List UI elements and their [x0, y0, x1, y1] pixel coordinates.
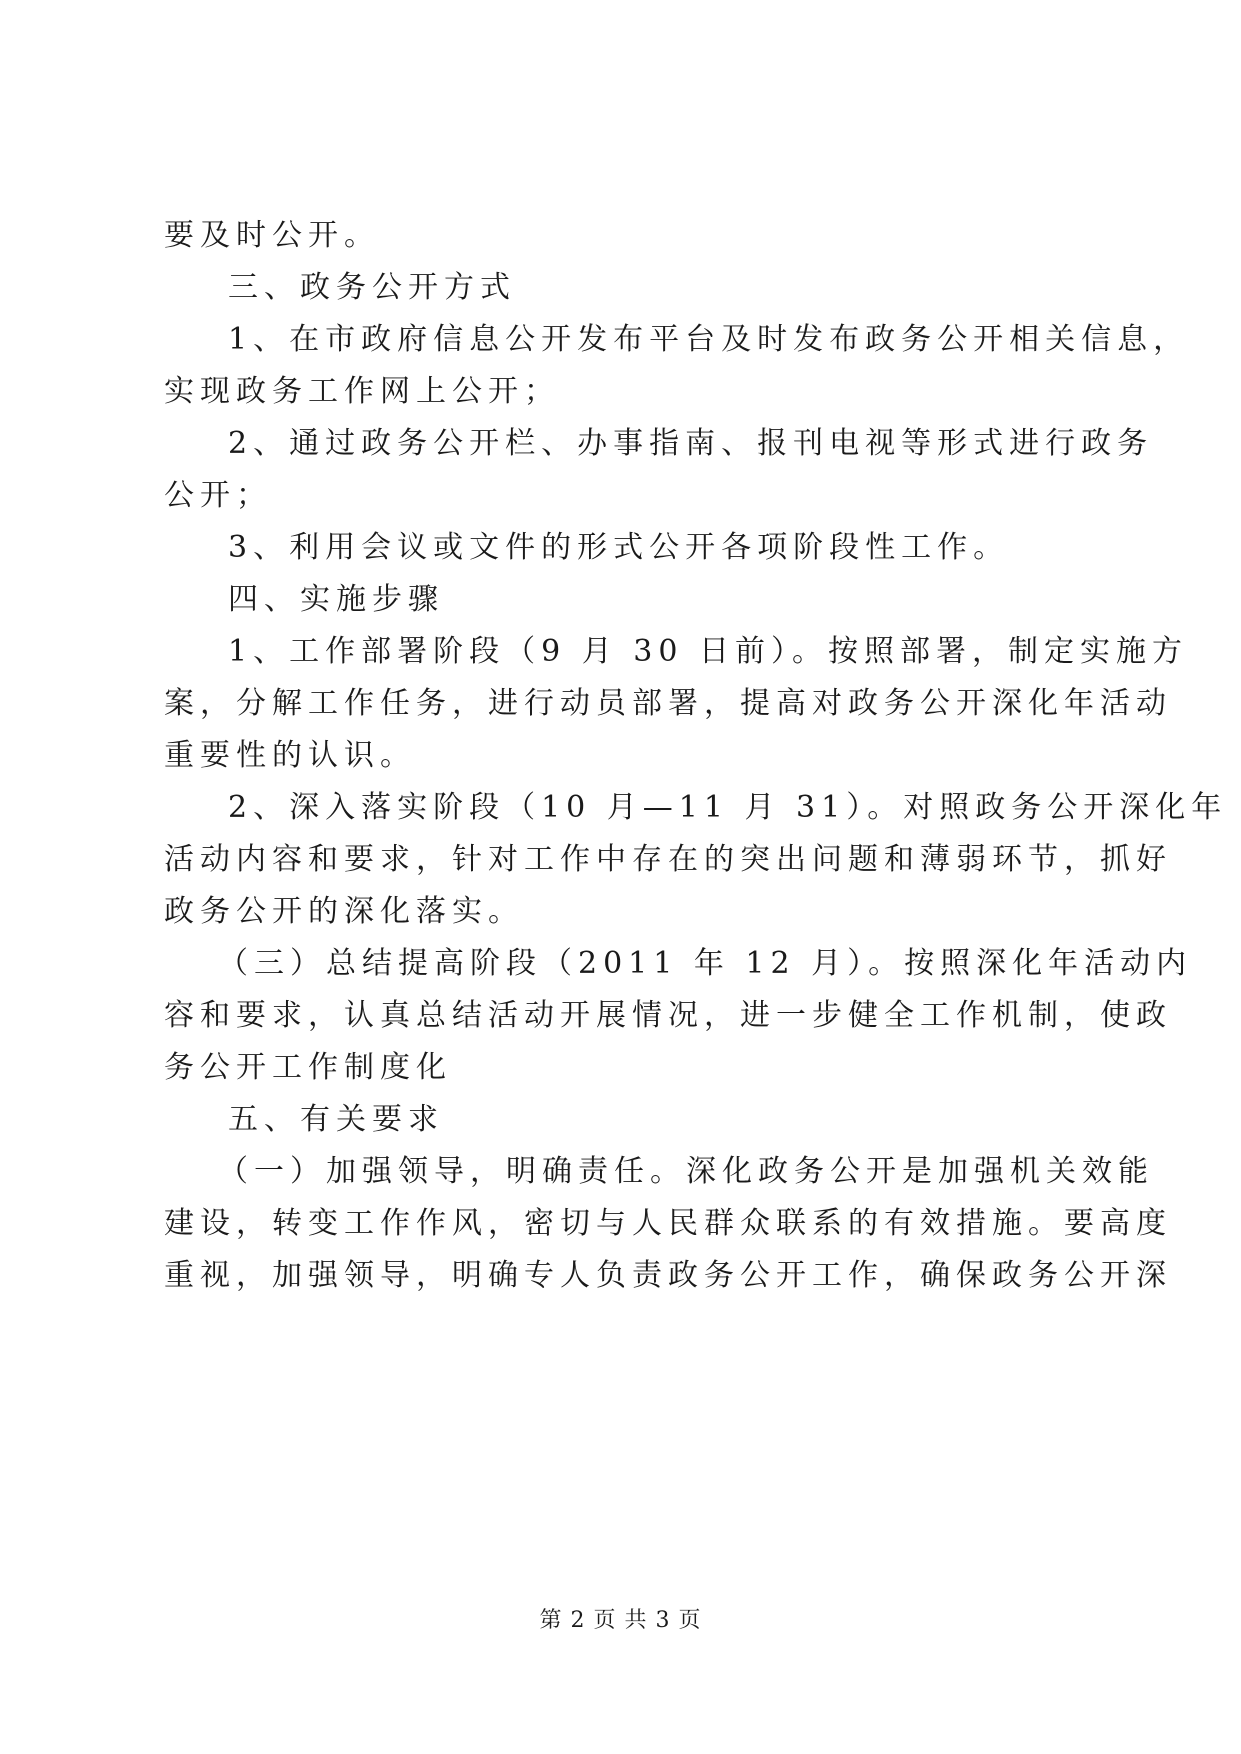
- text-line: 重视，加强领导，明确专人负责政务公开工作，确保政务公开深: [164, 1258, 1172, 1293]
- text-line: （一）加强领导，明确责任。深化政务公开是加强机关效能: [218, 1154, 1154, 1189]
- text-line: 重要性的认识。: [164, 738, 416, 773]
- text-line: 案，分解工作任务，进行动员部署，提高对政务公开深化年活动: [164, 686, 1172, 721]
- text-line: 2、深入落实阶段（10 月—11 月 31）。对照政务公开深化年: [228, 790, 1228, 825]
- text-line: 建设，转变工作作风，密切与人民群众联系的有效措施。要高度: [164, 1206, 1172, 1241]
- page-footer: 第 2 页 共 3 页: [539, 1608, 702, 1633]
- section-heading: 三、政务公开方式: [228, 270, 516, 305]
- text-line: 1、在市政府信息公开发布平台及时发布政务公开相关信息，: [228, 322, 1190, 357]
- text-line: 容和要求，认真总结活动开展情况，进一步健全工作机制，使政: [164, 998, 1172, 1033]
- text-line: （三）总结提高阶段（2011 年 12 月）。按照深化年活动内: [218, 946, 1193, 981]
- text-line: 政务公开的深化落实。: [164, 894, 524, 929]
- text-line: 实现政务工作网上公开；: [164, 374, 560, 409]
- text-line: 2、通过政务公开栏、办事指南、报刊电视等形式进行政务: [228, 426, 1154, 461]
- text-line: 活动内容和要求，针对工作中存在的突出问题和薄弱环节，抓好: [164, 842, 1172, 877]
- text-line: 务公开工作制度化: [164, 1050, 452, 1085]
- section-heading: 五、有关要求: [228, 1102, 444, 1137]
- text-line: 要及时公开。: [164, 218, 380, 253]
- text-line: 公开；: [164, 478, 272, 513]
- section-heading: 四、实施步骤: [228, 582, 444, 617]
- text-line: 1、工作部署阶段（9 月 30 日前）。按照部署，制定实施方: [228, 634, 1188, 669]
- text-line: 3、利用会议或文件的形式公开各项阶段性工作。: [228, 530, 1010, 565]
